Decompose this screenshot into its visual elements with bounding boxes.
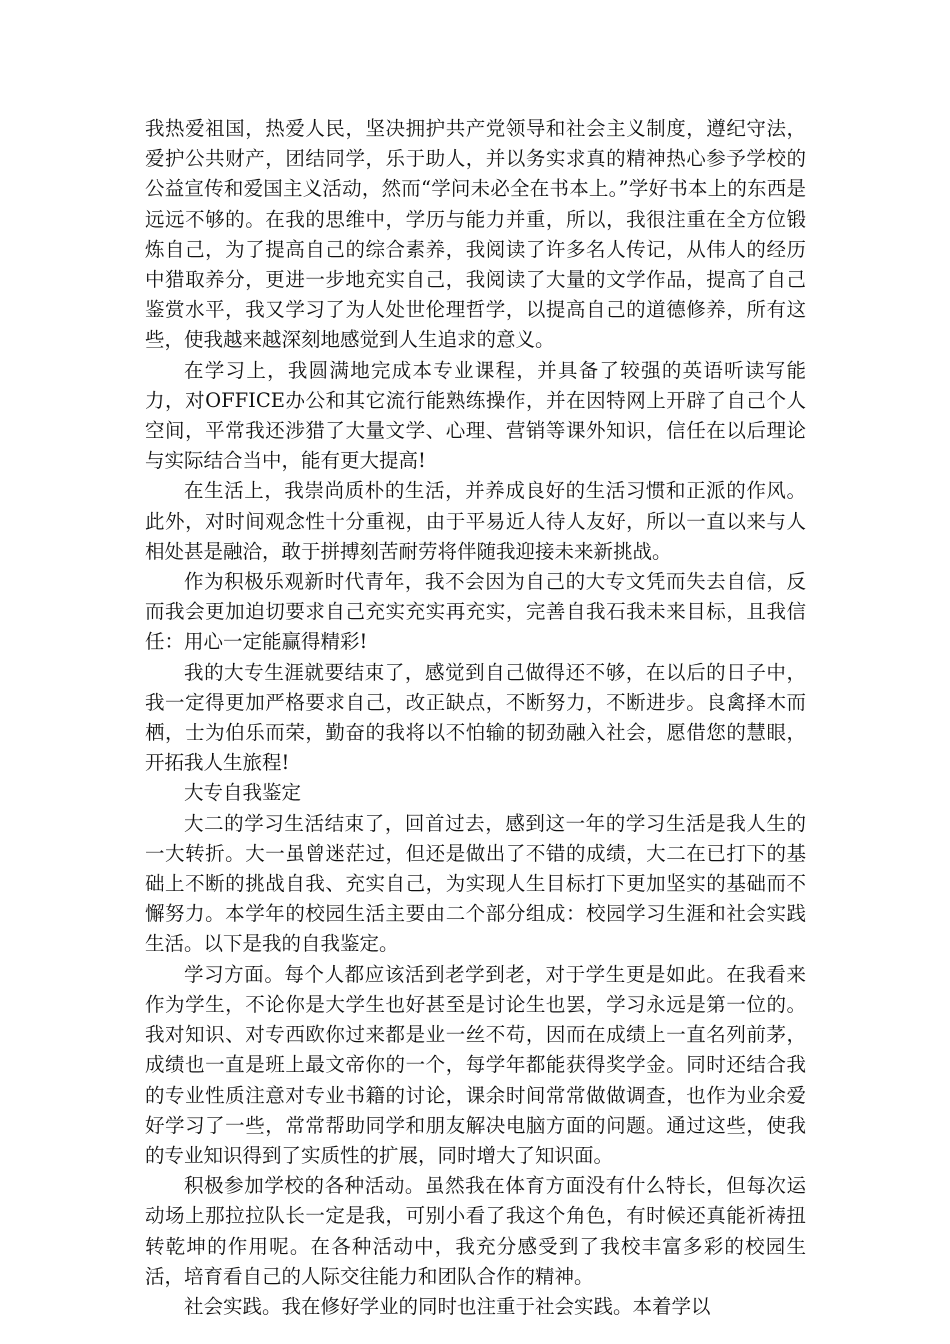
paragraph-activities: 积极参加学校的各种活动。虽然我在体育方面没有什么特长，但每次运动场上那拉拉队长一定是我，可别小看了我这个角色，有时候还真能祈祷扭转乾坤的作用呢。在各种活动中，我充分感受到了我校丰富多彩的校园生活，培育看自己的人际交往能力和团队合作的精神。 xyxy=(145,1174,806,1288)
paragraph-confidence: 作为积极乐观新时代青年，我不会因为自己的大专文凭而失去自信，反而我会更加迫切要求自己充实充实再充实，完善自我石我未来目标，且我信任：用心一定能赢得精彩! xyxy=(145,570,806,654)
paragraph-learning: 学习方面。每个人都应该活到老学到老，对于学生更是如此。在我看来作为学生，不论你是大学生也好甚至是讨论生也罢，学习永远是第一位的。我对知识、对专西欧你过来都是业一丝不苟，因而在成绩上一直名列前茅，成绩也一直是班上最文帝你的一个，每学年都能获得奖学金。同时还结合我的专业性质注意对专业书籍的讨论，课余时间常常做做调查，也作为业余爱好学习了一些，常常帮助同学和朋友解决电脑方面的问题。通过这些，使我的专业知识得到了实质性的扩展，同时增大了知识面。 xyxy=(145,962,806,1167)
document-body xyxy=(145,114,806,1322)
paragraph-life: 在生活上，我崇尚质朴的生活，并养成良好的生活习惯和正派的作风。此外，对时间观念性十分重视，由于平易近人待人友好，所以一直以来与人相处甚是融洽，敢于拼搏刻苦耐劳将伴随我迎接未来新挑战。 xyxy=(145,479,806,563)
paragraph-patriotism: 我热爱祖国，热爱人民，坚决拥护共产党领导和社会主义制度，遵纪守法，爱护公共财产，团结同学，乐于助人，并以务实求真的精神热心参予学校的公益宣传和爱国主义活动，然而“学问未必全在书本上。”学好书本上的东西是远远不够的。在我的思维中，学历与能力并重，所以，我很注重在全方位锻炼自己，为了提高自己的综合素养，我阅读了许多名人传记，从伟人的经历中猎取养分，更进一步地充实自己，我阅读了大量的文学作品，提高了自己鉴赏水平，我又学习了为人处世伦理哲学，以提高自己的道德修养，所有这些，使我越来越深刻地感觉到人生追求的意义。 xyxy=(145,117,806,352)
paragraph-conclusion: 我的大专生涯就要结束了，感觉到自己做得还不够，在以后的日子中，我一定得更加严格要求自己，改正缺点，不断努力，不断进步。良禽择木而栖，士为伯乐而荣，勤奋的我将以不怕输的韧劲融入社会，愿借您的慧眼，开拓我人生旅程! xyxy=(145,660,806,775)
paragraph-social-practice: 社会实践。我在修好学业的同时也注重于社会实践。本着学以 xyxy=(184,1294,711,1318)
paragraph-sophomore-summary: 大二的学习生活结束了，回首过去，感到这一年的学习生活是我人生的一大转折。大一虽曾迷茫过，但还是做出了不错的成绩，大二在已打下的基础上不断的挑战自我、充实自己，为实现人生目标打下更加坚实的基础而不懈努力。本学年的校园生活主要由二个部分组成：校园学习生涯和社会实践生活。以下是我的自我鉴定。 xyxy=(145,811,806,956)
section-heading: 大专自我鉴定 xyxy=(184,781,302,805)
paragraph-study: 在学习上，我圆满地完成本专业课程，并具备了较强的英语听读写能力，对OFFICE办公和其它流行能熟练操作，并在因特网上开辟了自己个人空间，平常我还涉猎了大量文学、心理、营销等课外知识，信任在以后理论与实际结合当中，能有更大提高! xyxy=(145,358,806,473)
